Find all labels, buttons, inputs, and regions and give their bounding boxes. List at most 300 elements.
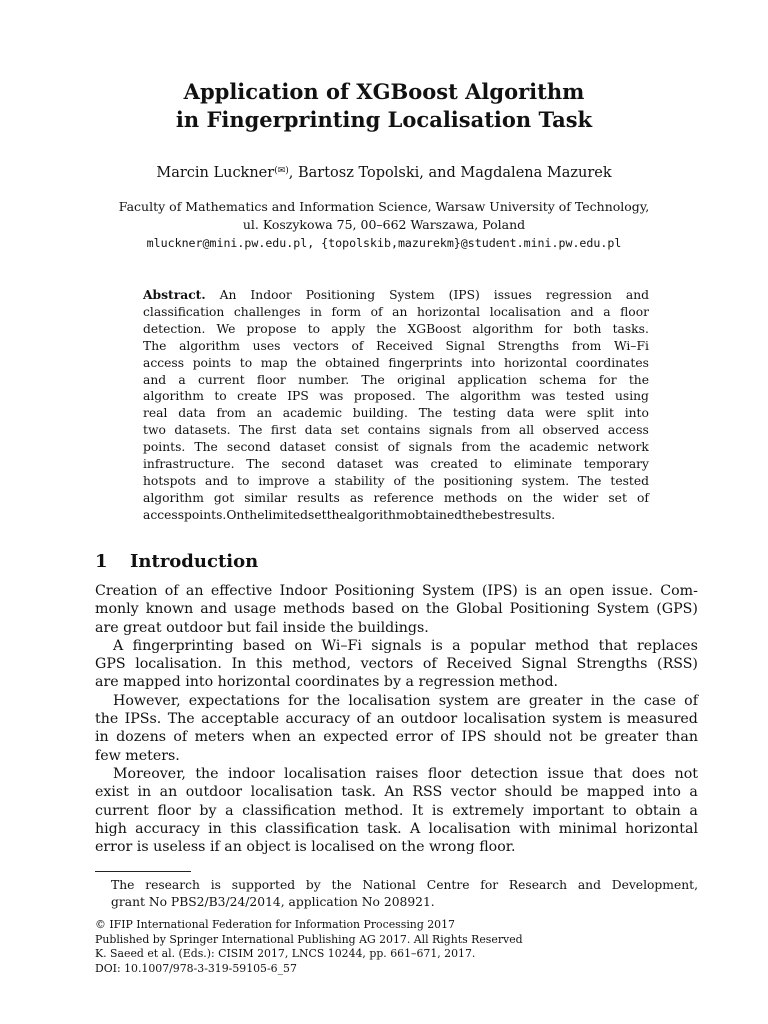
word: of xyxy=(684,692,698,709)
word: floor xyxy=(157,802,191,819)
body-line xyxy=(95,783,698,801)
word: than xyxy=(665,729,698,746)
word: floor xyxy=(620,304,649,319)
word: algorithm xyxy=(472,321,534,336)
word: horizontal xyxy=(416,304,481,319)
affiliation xyxy=(0,198,768,252)
word: the xyxy=(316,692,341,709)
word: Wi–Fi xyxy=(321,637,362,654)
word: System xyxy=(421,583,475,599)
abstract-line xyxy=(143,422,649,439)
word: number. xyxy=(298,372,350,387)
word: for xyxy=(544,321,563,336)
word: expected xyxy=(323,729,389,746)
word: Signal xyxy=(445,338,485,353)
body-line xyxy=(95,582,698,600)
word: with xyxy=(518,820,551,837)
word: propose xyxy=(246,321,297,336)
word: Wi–Fi xyxy=(613,338,649,353)
word: It xyxy=(411,802,424,819)
abstract-line xyxy=(143,388,649,405)
word: limited xyxy=(264,507,309,522)
word: the xyxy=(462,507,483,522)
word: acceptable xyxy=(201,711,280,728)
word: obtain xyxy=(635,802,681,819)
word: first xyxy=(270,423,297,438)
word: be xyxy=(560,784,579,801)
word: The xyxy=(143,338,167,353)
abstract xyxy=(143,287,649,524)
word: proposed. xyxy=(353,389,416,404)
word: XGBoost xyxy=(407,321,462,336)
affiliation-line-2: ul. Koszykowa 75, 00–662 Warszawa, Poland xyxy=(242,217,526,232)
word: method, xyxy=(292,656,352,673)
word: accuracy xyxy=(135,820,200,837)
word: of xyxy=(164,583,179,599)
word: points. xyxy=(143,440,186,455)
word: on xyxy=(294,637,313,654)
word: Positioning xyxy=(509,601,590,618)
abstract-line xyxy=(143,439,649,456)
word: of xyxy=(636,490,649,505)
word: a xyxy=(689,784,698,801)
word: Centre xyxy=(426,878,470,892)
footnote-rule xyxy=(95,871,191,872)
word: fingerprinting xyxy=(132,637,234,654)
word: wider xyxy=(562,490,599,505)
word: in xyxy=(95,729,109,746)
word: and xyxy=(625,288,649,302)
word: an xyxy=(376,711,395,728)
word: extremely xyxy=(452,802,524,819)
word: Global xyxy=(456,601,503,618)
abstract-line xyxy=(143,338,649,355)
word: that xyxy=(598,637,628,654)
word: set xyxy=(340,423,360,438)
word: The xyxy=(578,473,602,488)
word: the xyxy=(499,440,521,455)
word: are xyxy=(497,692,521,709)
word: method xyxy=(534,637,590,654)
word: into xyxy=(471,355,496,370)
word: map xyxy=(260,355,288,370)
word: eliminate xyxy=(513,457,573,472)
word: Creation xyxy=(95,583,158,599)
word: of xyxy=(422,656,437,673)
word: from xyxy=(571,338,602,353)
word: into xyxy=(624,406,649,421)
body-line xyxy=(95,692,698,710)
word: We xyxy=(216,321,236,336)
section-number: 1 xyxy=(95,551,108,572)
author-rest: , Bartosz Topolski, and Magdalena Mazurek xyxy=(288,165,612,181)
word: IPS xyxy=(461,729,487,746)
word: contains xyxy=(367,423,421,438)
word: results xyxy=(297,490,340,505)
author-emails: mluckner@mini.pw.edu.pl, {topolskib,mazurekm}@student.mini.pw.edu.pl xyxy=(146,236,622,250)
word: second xyxy=(226,440,271,455)
word: tested xyxy=(610,473,649,488)
word: floor xyxy=(256,372,286,387)
line-text: are mapped into horizontal coordinates by a regression method. xyxy=(95,674,559,691)
word: issues xyxy=(493,288,532,302)
word: to xyxy=(307,321,321,336)
footnote xyxy=(95,877,698,911)
word: by xyxy=(305,878,321,892)
word: tasks. xyxy=(612,321,649,336)
word: create xyxy=(237,389,277,404)
word: should xyxy=(493,729,542,746)
author-list xyxy=(0,163,768,183)
word: a xyxy=(689,802,698,819)
corresponding-author-marker: (✉) xyxy=(274,166,289,176)
word: two xyxy=(143,423,166,438)
word: accuracy xyxy=(285,711,351,728)
word: meters xyxy=(194,729,245,746)
word: for xyxy=(598,372,617,387)
abstract-line xyxy=(143,304,649,321)
word: dataset xyxy=(279,440,326,455)
word: a xyxy=(452,637,461,654)
word: original xyxy=(397,372,446,387)
word: best xyxy=(482,507,509,522)
word: to xyxy=(612,802,627,819)
word: points. xyxy=(184,507,227,522)
word: system xyxy=(552,711,603,728)
section-heading xyxy=(95,549,258,575)
word: Development, xyxy=(611,878,698,892)
word: IPSs. xyxy=(124,711,162,728)
word: error xyxy=(395,729,433,746)
word: The xyxy=(426,389,450,404)
word: data xyxy=(506,406,535,421)
word: testing xyxy=(452,406,497,421)
word: signals xyxy=(428,423,473,438)
word: A xyxy=(113,637,124,654)
word: method. xyxy=(344,802,404,819)
word: The xyxy=(361,372,385,387)
word: datasets. xyxy=(174,423,231,438)
word: On xyxy=(226,507,245,522)
word: outdoor xyxy=(185,784,243,801)
word: of xyxy=(440,729,455,746)
word: application xyxy=(457,372,527,387)
body-line xyxy=(95,600,698,618)
word: this xyxy=(230,820,257,837)
author-first: Marcin Luckner xyxy=(156,165,275,181)
word: an xyxy=(185,583,204,599)
word: case xyxy=(643,692,676,709)
word: expectations xyxy=(188,692,280,709)
word: algorithm xyxy=(346,507,408,522)
word: of xyxy=(370,304,383,319)
word: task. xyxy=(367,820,402,837)
word: the xyxy=(376,321,397,336)
word: (GPS) xyxy=(656,601,698,618)
body-line xyxy=(95,838,698,856)
word: minimal xyxy=(558,820,617,837)
word: greater xyxy=(604,729,659,746)
word: The xyxy=(194,440,218,455)
word: The xyxy=(111,878,135,892)
word: detection xyxy=(470,765,539,782)
word: in xyxy=(590,692,605,709)
word: is xyxy=(525,583,537,599)
word: access xyxy=(607,423,649,438)
word: a xyxy=(178,372,186,387)
paper-title xyxy=(0,78,768,134)
word: outdoor xyxy=(400,711,458,728)
word: from xyxy=(461,440,491,455)
word: was xyxy=(531,389,556,404)
word: (IPS) xyxy=(448,288,480,302)
word: effective xyxy=(210,583,273,599)
word: Indoor xyxy=(250,288,292,302)
word: classification xyxy=(242,802,336,819)
word: academic xyxy=(282,406,342,421)
word: Indoor xyxy=(279,583,328,599)
word: Signal xyxy=(521,656,567,673)
word: for xyxy=(288,692,309,709)
word: popular xyxy=(469,637,526,654)
copyright-line-2: Published by Springer International Publishing AG 2017. All Rights Reserved xyxy=(95,932,523,946)
word: reference xyxy=(373,490,434,505)
word: the xyxy=(326,507,347,522)
word: detection. xyxy=(143,321,206,336)
word: The xyxy=(239,423,263,438)
word: Moreover, xyxy=(113,765,186,782)
word: uses xyxy=(252,338,281,353)
word: that xyxy=(593,765,623,782)
word: second xyxy=(281,457,326,472)
word: similar xyxy=(244,490,288,505)
word: algorithm xyxy=(143,490,204,505)
word: a xyxy=(318,473,326,488)
title-line-1: Application of XGBoost Algorithm xyxy=(183,79,585,104)
word: data xyxy=(304,423,333,438)
word: the xyxy=(628,372,649,387)
word: real xyxy=(143,406,168,421)
word: research xyxy=(145,878,200,892)
word: is xyxy=(430,637,443,654)
word: coordinates xyxy=(575,355,649,370)
word: not xyxy=(674,765,698,782)
line-text: error is useless if an object is localised on the wrong floor. xyxy=(95,839,516,856)
word: and xyxy=(577,878,601,892)
abstract-line xyxy=(143,405,649,422)
introduction-body xyxy=(95,582,698,856)
abstract-line xyxy=(143,287,649,304)
word: algorithm xyxy=(143,389,204,404)
word: access xyxy=(143,507,185,522)
abstract-line xyxy=(143,321,649,338)
section-title: Introduction xyxy=(130,551,259,572)
word: Positioning xyxy=(334,583,415,599)
word: academic xyxy=(529,440,589,455)
word: In xyxy=(231,656,247,673)
footnote-line-1 xyxy=(95,877,698,894)
word: obtained xyxy=(407,507,463,522)
word: schema xyxy=(539,372,587,387)
word: the xyxy=(95,711,119,728)
word: classification xyxy=(143,304,225,319)
word: usage xyxy=(233,601,277,618)
abstract-label: Abstract. xyxy=(143,287,206,302)
title-line-2: in Fingerprinting Localisation Task xyxy=(175,107,593,132)
word: to xyxy=(214,389,227,404)
word: set xyxy=(308,507,327,522)
word: observed xyxy=(542,423,600,438)
word: the xyxy=(296,355,317,370)
word: on xyxy=(401,601,419,618)
body-line xyxy=(95,710,698,728)
word: and xyxy=(200,601,227,618)
word: The xyxy=(167,711,195,728)
word: vectors xyxy=(360,656,414,673)
word: vector xyxy=(450,784,497,801)
word: The xyxy=(246,457,270,472)
word: was xyxy=(319,389,344,404)
word: Com- xyxy=(660,583,698,599)
word: an xyxy=(392,304,408,319)
abstract-line xyxy=(143,372,649,389)
word: by xyxy=(199,802,217,819)
word: were xyxy=(545,406,577,421)
word: is xyxy=(431,802,444,819)
word: and xyxy=(205,473,229,488)
affiliation-line-1: Faculty of Mathematics and Information Science, Warsaw University of Technology, xyxy=(118,199,650,214)
word: measured xyxy=(626,711,698,728)
word: dozens xyxy=(116,729,166,746)
word: floor xyxy=(427,765,462,782)
abstract-line xyxy=(143,473,649,490)
word: Strengths xyxy=(576,656,648,673)
word: methods xyxy=(443,490,498,505)
word: building. xyxy=(352,406,408,421)
word: should xyxy=(504,784,553,801)
word: improve xyxy=(258,473,310,488)
word: An xyxy=(384,784,404,801)
word: horizontal xyxy=(625,820,698,837)
word: apply xyxy=(331,321,366,336)
word: the xyxy=(244,507,265,522)
copyright-block xyxy=(95,918,698,976)
copyright-line-3: K. Saeed et al. (Eds.): CISIM 2017, LNCS 10244, pp. 661–671, 2017. xyxy=(95,947,476,961)
word: the xyxy=(414,473,435,488)
word: Received xyxy=(376,338,433,353)
word: regression xyxy=(545,288,612,302)
body-line xyxy=(95,765,698,783)
word: current xyxy=(95,802,149,819)
word: monly xyxy=(95,601,139,618)
word: System xyxy=(389,288,435,302)
word: algorithm xyxy=(179,338,240,353)
word: open xyxy=(569,583,605,599)
body-line xyxy=(95,747,698,765)
word: created xyxy=(430,457,478,472)
word: is xyxy=(210,878,221,892)
word: on xyxy=(507,490,523,505)
word: localisation xyxy=(428,820,511,837)
word: methods xyxy=(283,601,345,618)
word: in xyxy=(137,784,152,801)
word: from xyxy=(480,423,511,438)
word: system xyxy=(438,692,489,709)
word: the xyxy=(195,765,219,782)
word: to xyxy=(489,457,503,472)
word: current xyxy=(197,372,245,387)
word: issue xyxy=(547,765,585,782)
word: results. xyxy=(508,507,556,522)
word: of xyxy=(393,473,406,488)
word: issue. xyxy=(611,583,653,599)
word: in xyxy=(208,820,222,837)
word: for xyxy=(480,878,499,892)
word: hotspots xyxy=(143,473,197,488)
word: The xyxy=(418,406,443,421)
word: dataset xyxy=(336,457,383,472)
word: fingerprints xyxy=(388,355,463,370)
word: as xyxy=(349,490,364,505)
word: system. xyxy=(521,473,570,488)
word: localisation xyxy=(348,692,431,709)
body-line xyxy=(95,637,698,655)
word: greater xyxy=(528,692,583,709)
body-line xyxy=(95,802,698,820)
word: of xyxy=(356,711,371,728)
word: known xyxy=(145,601,194,618)
word: points xyxy=(192,355,232,370)
word: horizontal xyxy=(503,355,568,370)
word: the xyxy=(532,490,553,505)
word: task. xyxy=(341,784,376,801)
word: of xyxy=(351,338,364,353)
word: consist xyxy=(334,440,379,455)
word: both xyxy=(573,321,602,336)
word: Strengths xyxy=(497,338,560,353)
word: GPS xyxy=(95,656,126,673)
word: got xyxy=(213,490,235,505)
word: is xyxy=(608,711,621,728)
word: tested xyxy=(565,389,605,404)
word: raises xyxy=(375,765,419,782)
word: to xyxy=(237,473,250,488)
word: localisation xyxy=(250,784,333,801)
word: localisation xyxy=(489,304,561,319)
word: (IPS) xyxy=(481,583,518,599)
word: exist xyxy=(95,784,129,801)
word: localisation. xyxy=(135,656,222,673)
word: data xyxy=(178,406,206,421)
body-line xyxy=(95,655,698,673)
word: form xyxy=(331,304,362,319)
word: and xyxy=(570,304,594,319)
word: National xyxy=(362,878,416,892)
word: System xyxy=(596,601,650,618)
word: a xyxy=(225,802,234,819)
word: RSS xyxy=(412,784,443,801)
word: the xyxy=(331,878,352,892)
word: algorithm xyxy=(459,389,521,404)
word: IPS xyxy=(287,389,309,404)
word: stability xyxy=(334,473,385,488)
word: an xyxy=(298,729,316,746)
body-line xyxy=(95,820,698,838)
word: does xyxy=(631,765,666,782)
word: based xyxy=(242,637,286,654)
abstract-line xyxy=(143,490,649,507)
word: when xyxy=(251,729,291,746)
